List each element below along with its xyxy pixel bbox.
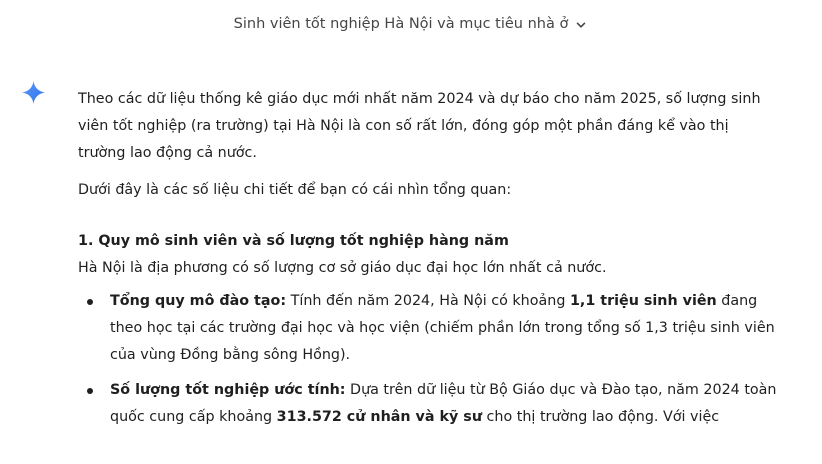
bullet-text: cho thị trường lao động. Với việc [482, 409, 720, 425]
list-item [78, 288, 778, 369]
sparkle-icon [21, 80, 46, 105]
assistant-response [78, 86, 778, 439]
bullet-label: Tổng quy mô đào tạo: [110, 293, 287, 309]
bullet-text: đang theo học tại các trường đại học và học viện (chiếm phần lớn trong tổng số 1,3 triệu sinh viên của vùng Đồng bằng sông Hồng). [110, 293, 775, 363]
bullet-list [78, 288, 778, 431]
section-heading: 1. Quy mô sinh viên và số lượng tốt nghiệp hàng năm [78, 233, 509, 249]
bullet-text: Tính đến năm 2024, Hà Nội có khoảng [286, 293, 570, 309]
list-item [78, 377, 778, 431]
bullet-highlight: 1,1 triệu sinh viên [569, 293, 717, 309]
bullet-label: Số lượng tốt nghiệp ước tính: [110, 382, 346, 398]
bullet-dot [87, 299, 93, 305]
bullet-dot [87, 388, 93, 394]
response-summary: Dưới đây là các số liệu chi tiết để bạn có cái nhìn tổng quan: [78, 182, 512, 198]
conversation-title: Sinh viên tốt nghiệp Hà Nội và mục tiêu nhà ở [233, 16, 569, 32]
bullet-text: Dựa trên dữ liệu từ Bộ Giáo dục và Đào tạo, năm 2024 toàn quốc cung cấp khoảng [110, 382, 777, 425]
section-lead: Hà Nội là địa phương có số lượng cơ sở giáo dục đại học lớn nhất cả nước. [78, 260, 607, 276]
bullet-highlight: 313.572 cử nhân và kỹ sư [276, 409, 482, 425]
conversation-title-dropdown[interactable] [0, 11, 822, 37]
response-intro: Theo các dữ liệu thống kê giáo dục mới nhất năm 2024 và dự báo cho năm 2025, số lượng sinh viên tốt nghiệp (ra trường) tại Hà Nội là con số rất lớn, đóng góp một phần đáng kể vào thị trường lao động cả nước. [78, 91, 761, 161]
chevron-down-icon[interactable] [574, 17, 588, 31]
